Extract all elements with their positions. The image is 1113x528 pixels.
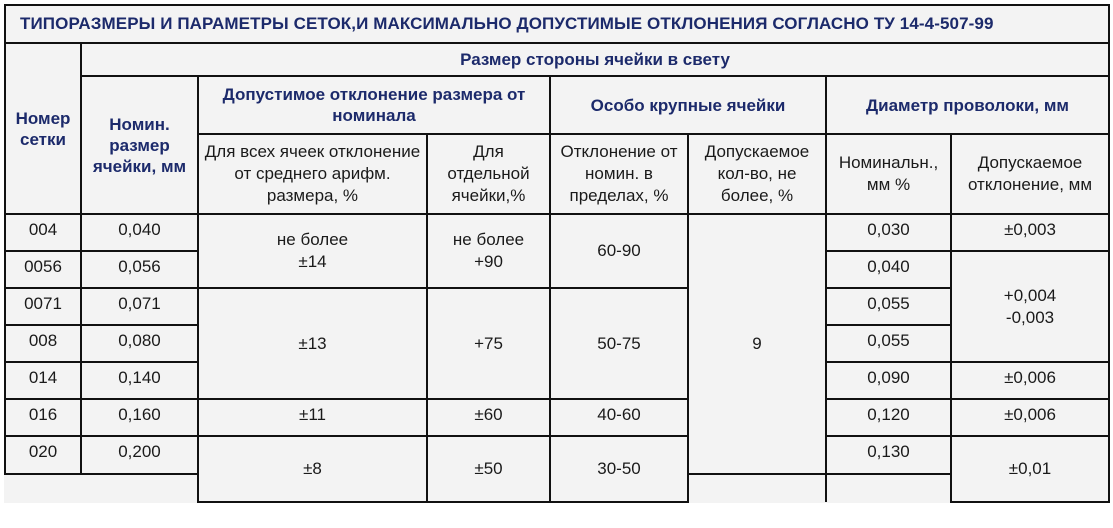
header-nominal-size: Номин. размер ячейки, мм xyxy=(81,76,198,214)
header-dev-all-cells: Для всех ячеек отклонение от среднего арифм. размера, % xyxy=(198,134,427,214)
blank-cell xyxy=(688,474,826,502)
header-large-count: Допускаемое кол-во, не более, % xyxy=(688,134,826,214)
large-deviation-cell: 30-50 xyxy=(550,436,688,502)
spec-table-container xyxy=(4,4,1108,524)
large-deviation-cell: 50-75 xyxy=(550,288,688,399)
nominal-size-cell: 0,140 xyxy=(81,362,198,399)
large-deviation-cell: 40-60 xyxy=(550,399,688,436)
table-row xyxy=(5,288,1109,325)
header-large-cells-group: Особо крупные ячейки xyxy=(550,76,826,134)
dev-single-cell: ±60 xyxy=(427,399,550,436)
header-deviation-group: Допустимое отклонение размера от номинала xyxy=(198,76,550,134)
large-deviation-cell: 60-90 xyxy=(550,214,688,288)
header-dev-single-cell: Для отдельной ячейки,% xyxy=(427,134,550,214)
mesh-number-cell: 008 xyxy=(5,325,81,362)
header-wire-diameter-group: Диаметр проволоки, мм xyxy=(826,76,1109,134)
blank-cell xyxy=(81,474,198,502)
dev-single-cell: ±50 xyxy=(427,436,550,502)
wire-nominal-cell: 0,090 xyxy=(826,362,951,399)
nominal-size-cell: 0,160 xyxy=(81,399,198,436)
mesh-number-cell: 016 xyxy=(5,399,81,436)
header-wire-deviation: Допускаемое отклонение, мм xyxy=(951,134,1109,214)
table-row xyxy=(5,399,1109,436)
wire-nominal-cell: 0,120 xyxy=(826,399,951,436)
wire-nominal-cell: 0,130 xyxy=(826,436,951,474)
dev-single-cell: +75 xyxy=(427,288,550,399)
wire-nominal-cell: 0,040 xyxy=(826,251,951,288)
table-row xyxy=(5,214,1109,251)
wire-deviation-cell: ±0,006 xyxy=(951,399,1109,436)
mesh-number-cell: 004 xyxy=(5,214,81,251)
nominal-size-cell: 0,080 xyxy=(81,325,198,362)
wire-deviation-cell: ±0,01 xyxy=(951,436,1109,502)
dev-all-cell: ±13 xyxy=(198,288,427,399)
wire-nominal-cell: 0,030 xyxy=(826,214,951,251)
nominal-size-cell: 0,200 xyxy=(81,436,198,474)
nominal-size-cell: 0,040 xyxy=(81,214,198,251)
dev-single-cell: не более +90 xyxy=(427,214,550,288)
nominal-size-cell: 0,071 xyxy=(81,288,198,325)
wire-deviation-cell: ±0,003 xyxy=(951,214,1109,251)
mesh-number-cell: 020 xyxy=(5,436,81,474)
wire-nominal-cell: 0,055 xyxy=(826,325,951,362)
header-cell-size-group: Размер стороны ячейки в свету xyxy=(81,43,1109,76)
header-wire-nominal: Номинальн., мм % xyxy=(826,134,951,214)
dev-all-cell: не более ±14 xyxy=(198,214,427,288)
dev-all-cell: ±8 xyxy=(198,436,427,502)
nominal-size-cell: 0,056 xyxy=(81,251,198,288)
mesh-number-cell: 0071 xyxy=(5,288,81,325)
mesh-number-cell: 014 xyxy=(5,362,81,399)
wire-nominal-cell: 0,055 xyxy=(826,288,951,325)
header-mesh-number: Номер сетки xyxy=(5,43,81,214)
large-count-cell: 9 xyxy=(688,214,826,474)
table-title: ТИПОРАЗМЕРЫ И ПАРАМЕТРЫ СЕТОК,И МАКСИМАЛЬНО ДОПУСТИМЫЕ ОТКЛОНЕНИЯ СОГЛАСНО ТУ 14-4-507-99 xyxy=(5,5,1109,43)
table-row xyxy=(5,436,1109,474)
wire-deviation-cell: ±0,006 xyxy=(951,362,1109,399)
mesh-spec-table xyxy=(4,4,1110,503)
blank-cell xyxy=(5,474,81,502)
dev-all-cell: ±11 xyxy=(198,399,427,436)
mesh-number-cell: 0056 xyxy=(5,251,81,288)
wire-deviation-plus: +0,004 xyxy=(1003,285,1057,305)
wire-deviation-cell xyxy=(951,251,1109,362)
header-large-deviation: Отклонение от номин. в пределах, % xyxy=(550,134,688,214)
wire-deviation-minus: -0,003 xyxy=(1005,307,1055,327)
